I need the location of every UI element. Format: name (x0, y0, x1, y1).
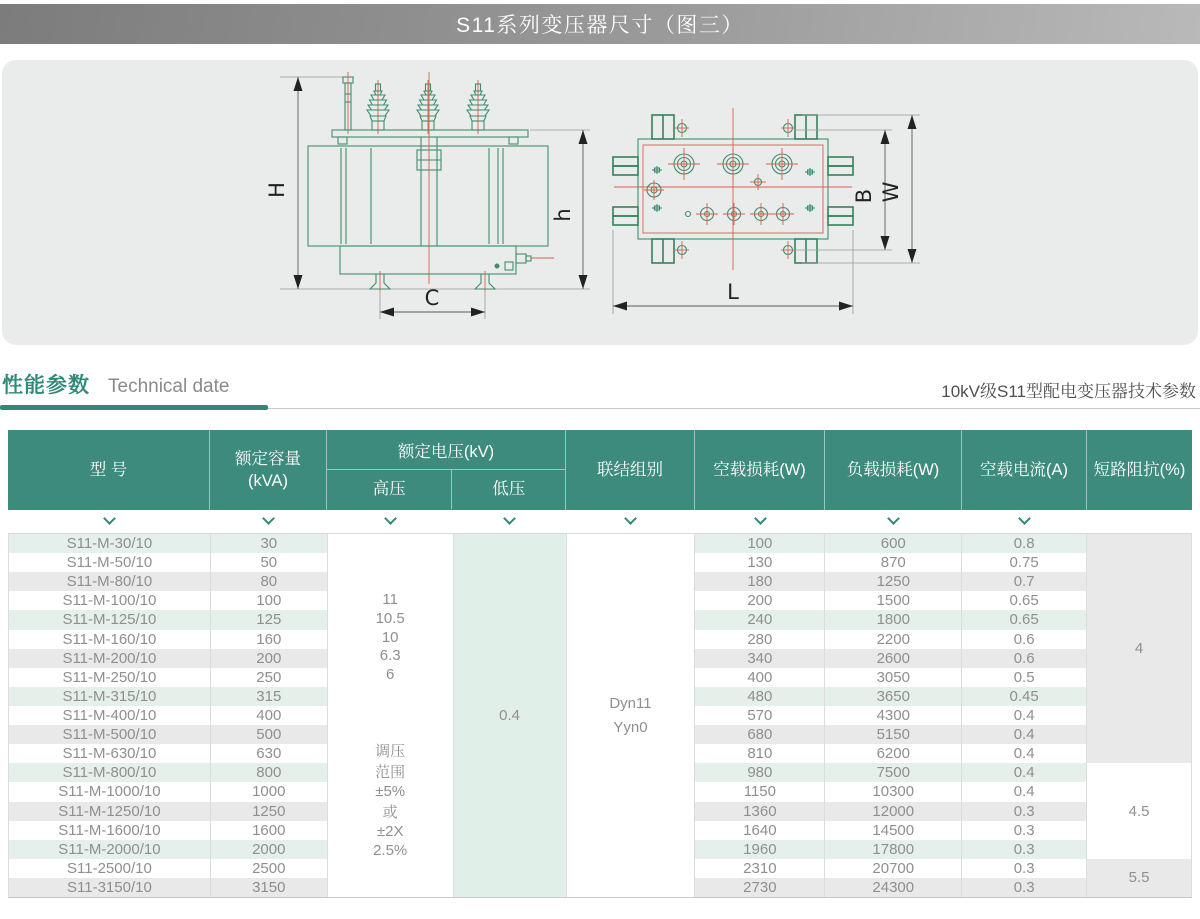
cell-load_loss: 24300 (825, 878, 961, 897)
cell-no_load_current: 0.4 (962, 744, 1086, 763)
dim-label-h: h (551, 208, 575, 222)
vector-line: Yyn0 (613, 718, 648, 736)
hv-line (328, 684, 453, 703)
hv-line: 或 (328, 801, 453, 822)
hv-line (328, 572, 453, 591)
header-rated-voltage: 额定电压(kV) (327, 430, 565, 470)
cell-load_loss: 20700 (825, 859, 961, 878)
front-view-drawing (265, 72, 590, 319)
cell-capacity: 2000 (211, 840, 327, 859)
cell-no_load_loss: 2310 (695, 859, 824, 878)
section-title-en: Technical date (108, 376, 230, 397)
hv-line: 2.5% (328, 841, 453, 860)
cell-load_loss: 1250 (825, 572, 961, 591)
chevron-down-icon (1018, 512, 1031, 525)
hv-line (328, 860, 453, 879)
cell-capacity: 3150 (211, 878, 327, 897)
chevron-down-icon (262, 512, 275, 525)
cell-no_load_loss: 2730 (695, 878, 824, 897)
cell-no_load_current: 0.5 (962, 668, 1086, 687)
cell-model: S11-M-1000/10 (9, 782, 210, 801)
cell-no_load_current: 0.75 (962, 553, 1086, 572)
chevron-down-icon (754, 512, 767, 525)
cell-load_loss: 1500 (825, 591, 961, 610)
cell-no_load_current: 0.65 (962, 610, 1086, 629)
cell-no_load_current: 0.45 (962, 687, 1086, 706)
chevron-down-icon (887, 512, 900, 525)
dim-label-W: W (879, 181, 903, 203)
hv-line: 11 (328, 590, 453, 609)
vector-line: Dyn11 (609, 694, 652, 712)
section-title-cn: 性能参数 (2, 374, 90, 397)
header-capacity-line2: (kVA) (247, 472, 289, 490)
cell-model: S11-M-200/10 (9, 649, 210, 668)
cell-load_loss: 870 (825, 553, 961, 572)
dim-label-B: B (852, 188, 876, 204)
column-capacity (211, 534, 328, 897)
cell-no_load_loss: 1150 (695, 782, 824, 801)
table-header (8, 430, 1192, 510)
cell-no_load_current: 0.3 (962, 859, 1086, 878)
cell-no_load_current: 0.6 (962, 630, 1086, 649)
impedance-group: 5.5 (1087, 859, 1191, 897)
cell-no_load_current: 0.6 (962, 649, 1086, 668)
cell-load_loss: 4300 (825, 706, 961, 725)
hv-line: 10 (328, 628, 453, 647)
hv-line (328, 878, 453, 897)
section-title (0, 369, 229, 399)
lv-value: 0.4 (499, 707, 520, 724)
cell-no_load_current: 0.65 (962, 591, 1086, 610)
cell-model: S11-2500/10 (9, 859, 210, 878)
title-bar (0, 4, 1200, 44)
header-no-load-loss: 空载损耗(W) (695, 430, 825, 510)
cell-model: S11-M-400/10 (9, 706, 210, 725)
cell-load_loss: 3650 (825, 687, 961, 706)
cell-load_loss: 5150 (825, 725, 961, 744)
cell-capacity: 160 (211, 630, 327, 649)
cell-model: S11-M-30/10 (9, 534, 210, 553)
cell-no_load_loss: 980 (695, 763, 824, 782)
spec-table (8, 430, 1192, 898)
cell-no_load_current: 0.3 (962, 840, 1086, 859)
section-header (0, 366, 1200, 402)
cell-load_loss: 6200 (825, 744, 961, 763)
cell-no_load_loss: 280 (695, 630, 824, 649)
cell-model: S11-M-125/10 (9, 610, 210, 629)
cell-no_load_loss: 130 (695, 553, 824, 572)
header-hv: 高压 (327, 470, 452, 509)
cell-no_load_loss: 400 (695, 668, 824, 687)
cell-no_load_loss: 480 (695, 687, 824, 706)
cell-capacity: 1250 (211, 802, 327, 821)
cell-model: S11-M-250/10 (9, 668, 210, 687)
hv-line: 调压 (328, 740, 453, 761)
cell-model: S11-3150/10 (9, 878, 210, 897)
header-model: 型 号 (8, 430, 210, 510)
cell-load_loss: 2600 (825, 649, 961, 668)
cell-capacity: 315 (211, 687, 327, 706)
hv-line: 10.5 (328, 609, 453, 628)
column-impedance (1087, 534, 1192, 897)
hv-line: ±2X (328, 822, 453, 841)
drawing-panel (2, 60, 1198, 345)
table-body (8, 533, 1192, 898)
hv-line (328, 722, 453, 741)
column-vector-group (567, 534, 696, 897)
header-no-load-current: 空载电流(A) (962, 430, 1087, 510)
cell-capacity: 200 (211, 649, 327, 668)
header-capacity-line1: 额定容量 (235, 449, 301, 468)
cell-capacity: 1600 (211, 821, 327, 840)
impedance-group: 4.5 (1087, 763, 1191, 859)
cell-capacity: 2500 (211, 859, 327, 878)
cell-no_load_current: 0.4 (962, 782, 1086, 801)
chevron-down-icon (384, 512, 397, 525)
cell-capacity: 80 (211, 572, 327, 591)
cell-load_loss: 10300 (825, 782, 961, 801)
cell-model: S11-M-2000/10 (9, 840, 210, 859)
cell-no_load_loss: 1360 (695, 802, 824, 821)
cell-capacity: 1000 (211, 782, 327, 801)
header-lv: 低压 (492, 480, 526, 499)
column-load-loss (825, 534, 962, 897)
cell-load_loss: 12000 (825, 802, 961, 821)
chevron-down-icon (503, 512, 516, 525)
cell-capacity: 50 (211, 553, 327, 572)
hv-line (328, 553, 453, 572)
cell-no_load_current: 0.3 (962, 821, 1086, 840)
column-model (9, 534, 211, 897)
cell-no_load_loss: 680 (695, 725, 824, 744)
cell-no_load_loss: 810 (695, 744, 824, 763)
cell-load_loss: 1800 (825, 610, 961, 629)
dim-label-H: H (265, 182, 289, 198)
header-voltage-group (327, 430, 566, 510)
cell-load_loss: 14500 (825, 821, 961, 840)
cell-no_load_loss: 100 (695, 534, 824, 553)
cell-capacity: 100 (211, 591, 327, 610)
hv-line: ±5% (328, 782, 453, 801)
header-impedance: 短路阻抗(%) (1093, 460, 1186, 479)
impedance-group: 4 (1087, 534, 1191, 763)
cell-no_load_current: 0.3 (962, 878, 1086, 897)
cell-no_load_loss: 1640 (695, 821, 824, 840)
cell-capacity: 125 (211, 610, 327, 629)
cell-model: S11-M-80/10 (9, 572, 210, 591)
cell-no_load_loss: 240 (695, 610, 824, 629)
cell-no_load_current: 0.4 (962, 725, 1086, 744)
hv-line: 范围 (328, 761, 453, 782)
cell-no_load_loss: 570 (695, 706, 824, 725)
cell-model: S11-M-630/10 (9, 744, 210, 763)
top-view-drawing (613, 108, 920, 314)
section-note: 10kV级S11型配电变压器技术参数 (941, 382, 1196, 401)
cell-no_load_current: 0.8 (962, 534, 1086, 553)
chevron-row (8, 510, 1192, 533)
cell-model: S11-M-800/10 (9, 763, 210, 782)
cell-model: S11-M-50/10 (9, 553, 210, 572)
hv-line (328, 534, 453, 553)
cell-model: S11-M-1600/10 (9, 821, 210, 840)
cell-no_load_loss: 180 (695, 572, 824, 591)
header-load-loss: 负载损耗(W) (825, 430, 962, 510)
cell-no_load_loss: 200 (695, 591, 824, 610)
cell-model: S11-M-315/10 (9, 687, 210, 706)
hv-line: 6.3 (328, 647, 453, 666)
cell-no_load_current: 0.7 (962, 572, 1086, 591)
cell-capacity: 800 (211, 763, 327, 782)
header-vector-group: 联结组别 (566, 430, 695, 510)
cell-no_load_loss: 340 (695, 649, 824, 668)
cell-model: S11-M-500/10 (9, 725, 210, 744)
cell-capacity: 250 (211, 668, 327, 687)
cell-no_load_loss: 1960 (695, 840, 824, 859)
hv-line: 6 (328, 665, 453, 684)
cell-model: S11-M-160/10 (9, 630, 210, 649)
cell-capacity: 630 (211, 744, 327, 763)
cell-load_loss: 600 (825, 534, 961, 553)
header-capacity (210, 430, 327, 510)
cell-capacity: 500 (211, 725, 327, 744)
cell-no_load_current: 0.3 (962, 802, 1086, 821)
dim-label-L: L (727, 280, 739, 304)
page-title: S11系列变压器尺寸（图三） (456, 14, 744, 37)
cell-no_load_current: 0.4 (962, 763, 1086, 782)
cell-load_loss: 17800 (825, 840, 961, 859)
cell-load_loss: 2200 (825, 630, 961, 649)
cell-no_load_current: 0.4 (962, 706, 1086, 725)
chevron-down-icon (624, 512, 637, 525)
transformer-dimension-drawing (2, 60, 1198, 345)
dim-label-C: C (424, 286, 440, 310)
column-no-load-current (962, 534, 1087, 897)
column-lv (454, 534, 567, 897)
cell-capacity: 400 (211, 706, 327, 725)
column-hv (328, 534, 454, 897)
cell-load_loss: 7500 (825, 763, 961, 782)
cell-model: S11-M-100/10 (9, 591, 210, 610)
section-divider-accent (0, 405, 268, 410)
hv-line (328, 703, 453, 722)
cell-model: S11-M-1250/10 (9, 802, 210, 821)
cell-load_loss: 3050 (825, 668, 961, 687)
column-no-load-loss (695, 534, 825, 897)
chevron-down-icon (103, 512, 116, 525)
cell-capacity: 30 (211, 534, 327, 553)
